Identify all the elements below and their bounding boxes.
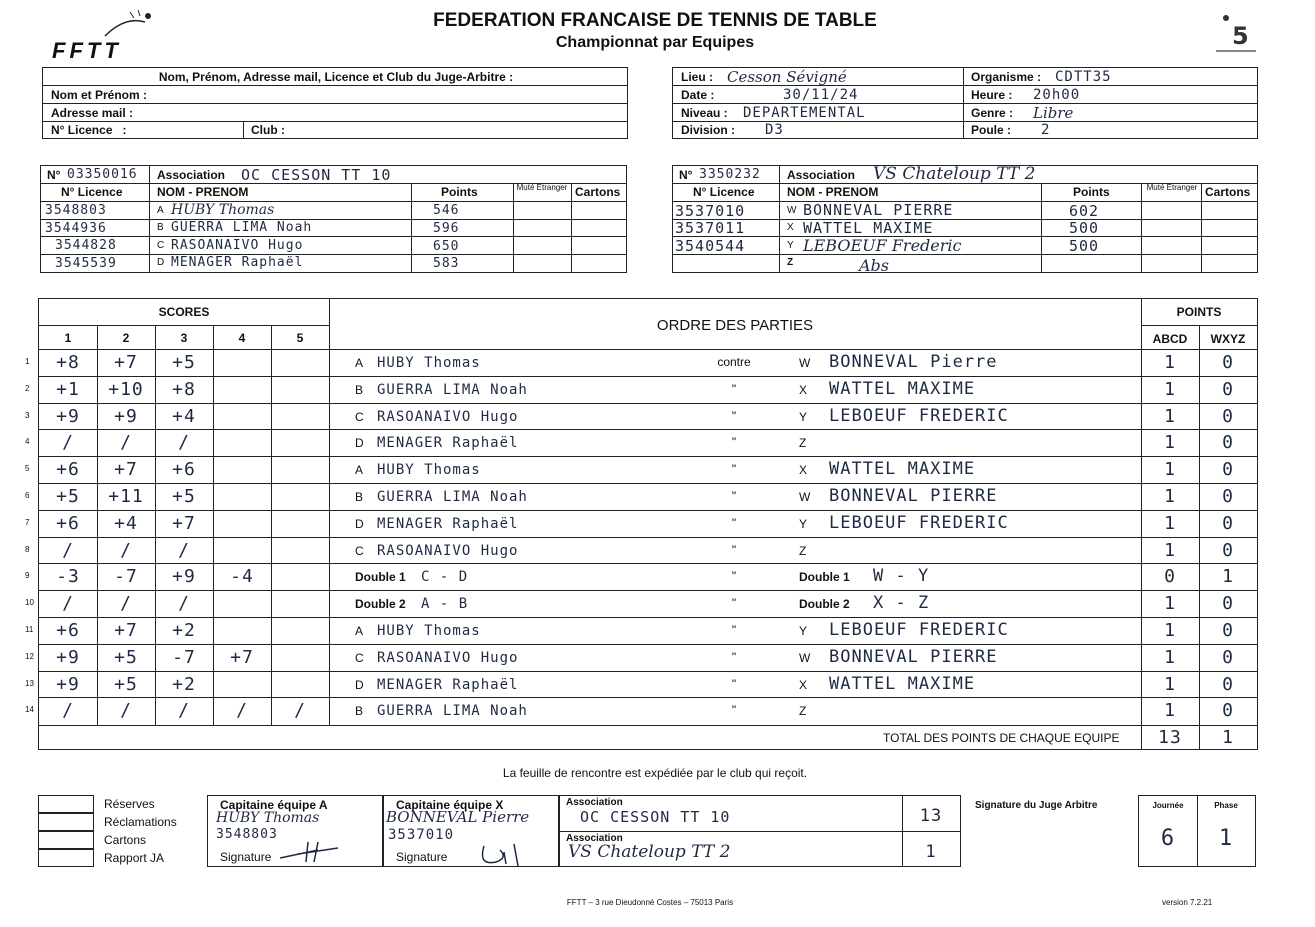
organisme-label: Organisme :	[971, 70, 1042, 84]
row-number: 14	[25, 705, 34, 715]
player-points: 596	[433, 221, 460, 236]
total-abcd: 13	[1158, 727, 1182, 748]
row-number: 3	[25, 410, 30, 420]
points-wxyz: 0	[1222, 512, 1234, 534]
right-player-name: BONNEVAL PIERRE	[829, 486, 998, 506]
cartons-label: Cartons	[104, 833, 147, 847]
left-player-name: HUBY Thomas	[377, 623, 481, 639]
total-label: TOTAL DES POINTS DE CHAQUE EQUIPE	[883, 731, 1120, 745]
left-player-letter: C	[355, 409, 364, 424]
phase-label: Phase	[1214, 801, 1238, 810]
points-wxyz: 0	[1222, 486, 1234, 507]
contre-label: "	[731, 676, 737, 691]
rapport-label: Rapport JA	[104, 851, 165, 865]
points-wxyz: 1	[1222, 566, 1234, 588]
player-points: 500	[1069, 237, 1100, 255]
set-score: +6	[56, 459, 80, 481]
player-letter: A	[157, 205, 164, 216]
points-wxyz: 0	[1222, 405, 1234, 427]
page-title: FEDERATION FRANCAISE DE TENNIS DE TABLE	[433, 10, 877, 31]
contre-label: "	[731, 542, 737, 557]
journee-value: 6	[1160, 826, 1176, 851]
player-name: GUERRA LIMA Noah	[171, 220, 313, 235]
set-score: +5	[114, 646, 138, 668]
set-score: +4	[114, 512, 138, 534]
cartons-checkbox[interactable]	[38, 831, 94, 849]
reserves-checkbox[interactable]	[38, 795, 94, 813]
left-player-letter: A	[355, 463, 364, 478]
date-label: Date :	[681, 88, 715, 102]
poule-label: Poule :	[971, 123, 1012, 137]
team-a-number: 03350016	[67, 167, 138, 182]
cap-x-label: Capitaine équipe X	[396, 798, 504, 812]
contre-label: "	[731, 649, 737, 664]
set-score: +6	[56, 512, 80, 534]
set-score: +8	[56, 352, 80, 373]
badge-logo	[1212, 6, 1260, 58]
points-abcd: 1	[1164, 352, 1176, 373]
left-player-name: GUERRA LIMA Noah	[377, 381, 528, 398]
team-a-box	[40, 165, 627, 273]
set-score: +2	[172, 620, 196, 641]
referee-club-label: Club :	[251, 123, 285, 137]
player-points: 546	[433, 203, 460, 218]
reclamations-label: Réclamations	[104, 815, 177, 829]
assoc-x-value: VS Chateloup TT 2	[568, 842, 731, 862]
badge-5-icon	[1212, 6, 1260, 58]
points-abcd: 1	[1164, 646, 1176, 668]
points-wxyz: 0	[1222, 593, 1234, 615]
left-player-letter: D	[355, 436, 364, 451]
genre-value: Libre	[1033, 104, 1074, 122]
cap-a-signature-label: Signature	[220, 850, 272, 864]
right-player-name: LEBOEUF FREDERIC	[829, 512, 1009, 533]
contre-label: "	[731, 435, 737, 450]
left-player-letter: B	[355, 490, 364, 504]
set-score: /	[236, 700, 248, 722]
set-score: +4	[172, 405, 196, 427]
set-score: +7	[114, 459, 138, 481]
points-wxyz: 0	[1222, 700, 1234, 722]
points-abcd: 1	[1164, 620, 1176, 641]
team-x-col-points: Points	[1073, 185, 1110, 199]
svg-text:5: 5	[1232, 22, 1249, 50]
sent-note: La feuille de rencontre est expédiée par le club qui reçoit.	[502, 766, 808, 780]
row-number: 4	[25, 437, 30, 447]
team-x-assoc-label: Association	[787, 168, 856, 182]
left-player-letter: Double 1	[355, 570, 406, 585]
left-player-letter: D	[355, 516, 364, 531]
set-score: /	[62, 593, 74, 615]
set-score: +7	[172, 512, 196, 534]
right-player-name: LEBOEUF FREDERIC	[829, 620, 1009, 640]
team-x-col-licence: N° Licence	[693, 185, 755, 199]
player-licence: 3537010	[675, 202, 746, 220]
right-player-name: WATTEL MAXIME	[829, 673, 976, 694]
left-player-name: RASOANAIVO Hugo	[377, 408, 519, 425]
team-a-col-points: Points	[441, 185, 478, 199]
row-number: 7	[25, 517, 30, 527]
team-x-number: 3350232	[699, 167, 761, 182]
set-score: /	[178, 700, 190, 722]
lieu-value: Cesson Sévigné	[727, 68, 847, 86]
player-name: BONNEVAL PIERRE	[803, 201, 954, 219]
assoc-a-label: Association	[566, 797, 623, 808]
division-label: Division :	[681, 123, 736, 137]
contre-label: "	[731, 623, 737, 637]
set-score: +9	[56, 646, 80, 668]
set-col-2: 2	[122, 331, 130, 345]
division-value: D3	[765, 122, 784, 138]
left-player-letter: Double 2	[355, 597, 406, 612]
cap-a-signature	[278, 840, 358, 864]
set-score: /	[120, 432, 132, 454]
left-player-name: MENAGER Raphaël	[377, 435, 519, 452]
scores-table	[25, 298, 1258, 750]
player-letter: W	[787, 205, 797, 216]
player-letter: Y	[787, 240, 794, 251]
right-player-letter: W	[799, 490, 811, 504]
cap-x-signature-label: Signature	[396, 850, 448, 864]
points-wxyz: 0	[1222, 620, 1234, 641]
abcd-label: ABCD	[1152, 332, 1188, 346]
set-score: /	[178, 539, 190, 561]
left-player-letter: D	[355, 677, 364, 692]
player-licence: 3544936	[45, 221, 107, 236]
right-player-name: WATTEL MAXIME	[829, 459, 976, 480]
assoc-x-label: Association	[566, 833, 623, 844]
right-player-letter: Y	[799, 624, 808, 638]
right-player-name: BONNEVAL PIERRE	[829, 646, 998, 667]
row-number: 9	[25, 571, 30, 581]
lieu-label: Lieu :	[681, 70, 713, 84]
assoc-x-score: 1	[925, 842, 937, 862]
points-abcd: 0	[1164, 566, 1176, 588]
team-a-col-cartons: Cartons	[575, 185, 621, 199]
reclamations-checkbox[interactable]	[38, 813, 94, 831]
left-player-letter: A	[355, 624, 364, 638]
team-a-col-name: NOM - PRENOM	[157, 185, 249, 199]
organisme-value: CDTT35	[1055, 69, 1112, 85]
right-player-name: BONNEVAL Pierre	[829, 352, 998, 372]
contre-label: "	[731, 596, 737, 611]
team-x-col-name: NOM - PRENOM	[787, 185, 879, 199]
player-letter: D	[157, 257, 165, 268]
team-x-col-cartons: Cartons	[1205, 185, 1251, 199]
row-number: 8	[25, 544, 30, 554]
player-points: 500	[1069, 219, 1100, 237]
row-number: 10	[25, 598, 34, 608]
checkbox-list	[38, 795, 198, 867]
total-wxyz: 1	[1222, 727, 1234, 748]
left-player-name: A - B	[421, 596, 469, 613]
page-subtitle: Championnat par Equipes	[555, 34, 755, 51]
niveau-value: DEPARTEMENTAL	[743, 105, 866, 121]
right-player-letter: Z	[799, 704, 807, 719]
points-wxyz: 0	[1222, 646, 1234, 668]
set-score: /	[62, 432, 74, 454]
referee-heading: Nom, Prénom, Adresse mail, Licence et Club du Juge-Arbitre :	[158, 70, 514, 84]
points-abcd: 1	[1164, 512, 1176, 534]
left-player-letter: B	[355, 704, 364, 719]
set-score: +10	[108, 378, 144, 400]
left-player-name: HUBY Thomas	[377, 355, 481, 371]
player-letter: C	[157, 240, 165, 251]
team-a-assoc: OC CESSON TT 10	[241, 166, 392, 184]
left-player-name: MENAGER Raphaël	[377, 515, 519, 532]
player-points: 583	[433, 256, 460, 271]
set-score: +9	[56, 405, 80, 427]
set-score: +6	[172, 459, 196, 481]
player-name: RASOANAIVO Hugo	[171, 238, 304, 253]
right-player-letter: Y	[799, 409, 808, 424]
set-col-4: 4	[238, 331, 246, 345]
set-score: /	[62, 700, 74, 722]
row-number: 11	[25, 625, 34, 634]
heure-value: 20h00	[1033, 87, 1081, 103]
set-col-3: 3	[180, 331, 188, 345]
scores-label: SCORES	[158, 305, 210, 319]
contre-label: "	[731, 381, 737, 396]
right-player-letter: X	[799, 463, 808, 478]
set-score: +8	[172, 378, 196, 400]
player-name: LEBOEUF Frederic	[803, 236, 962, 255]
right-player-letter: W	[799, 356, 811, 370]
journee-label: Journée	[1152, 801, 1184, 810]
row-number: 12	[25, 651, 34, 661]
ja-signature-label: Signature du Juge Arbitre	[975, 800, 1098, 811]
right-player-name: X - Z	[873, 593, 930, 614]
ordre-label: ORDRE DES PARTIES	[656, 317, 814, 334]
right-player-letter: X	[799, 677, 808, 692]
right-player-letter: W	[799, 650, 811, 665]
set-score: /	[120, 700, 132, 722]
points-abcd: 1	[1164, 486, 1176, 507]
set-col-1: 1	[64, 331, 72, 345]
set-score: +5	[172, 486, 196, 507]
points-abcd: 1	[1164, 539, 1176, 561]
player-name: MENAGER Raphaël	[171, 255, 304, 270]
player-points: 650	[433, 239, 460, 254]
right-player-letter: Y	[799, 516, 808, 531]
contre-label: "	[731, 408, 737, 423]
left-player-name: MENAGER Raphaël	[377, 676, 519, 693]
assoc-a-value: OC CESSON TT 10	[580, 808, 731, 826]
referee-licence-label: N° Licence :	[51, 123, 127, 137]
points-wxyz: 0	[1222, 378, 1234, 400]
set-score: /	[294, 700, 306, 722]
cap-x-licence: 3537010	[388, 827, 455, 843]
set-score: +6	[56, 620, 80, 641]
points-abcd: 1	[1164, 673, 1176, 695]
left-player-name: C - D	[421, 569, 469, 586]
referee-name-label: Nom et Prénom :	[51, 88, 148, 102]
player-letter: Z	[787, 257, 794, 268]
contre-label: "	[731, 489, 737, 503]
cap-a-name: HUBY Thomas	[216, 810, 320, 826]
player-name: Abs	[859, 256, 890, 275]
set-score: /	[178, 593, 190, 615]
set-score: -7	[172, 646, 196, 668]
right-player-name: WATTEL MAXIME	[829, 378, 976, 399]
player-licence: 3540544	[675, 237, 746, 255]
player-licence: 3548803	[45, 203, 107, 218]
association-box	[559, 795, 961, 867]
points-abcd: 1	[1164, 432, 1176, 454]
player-letter: B	[157, 222, 164, 233]
points-abcd: 1	[1164, 459, 1176, 481]
right-player-letter: Z	[799, 436, 807, 451]
cap-x-name: BONNEVAL Pierre	[386, 808, 530, 826]
row-number: 13	[25, 678, 34, 688]
points-wxyz: 0	[1222, 432, 1234, 454]
team-x-assoc: VS Chateloup TT 2	[873, 164, 1036, 184]
team-a-col-licence: N° Licence	[61, 185, 123, 199]
version: version 7.2.21	[1162, 898, 1213, 907]
captain-a-box	[207, 795, 383, 867]
niveau-label: Niveau :	[681, 106, 728, 120]
row-number: 2	[25, 383, 30, 393]
contre-label: "	[731, 569, 737, 584]
left-player-name: HUBY Thomas	[377, 462, 481, 479]
set-score: +9	[56, 673, 80, 695]
left-player-letter: B	[355, 382, 364, 397]
right-player-letter: Z	[799, 543, 807, 558]
contre-label: contre	[717, 355, 751, 369]
team-a-number-label: N°	[47, 168, 61, 182]
points-abcd: 1	[1164, 378, 1176, 400]
reserves-label: Réserves	[104, 797, 155, 811]
set-score: +5	[172, 352, 196, 373]
left-player-name: RASOANAIVO Hugo	[377, 542, 519, 559]
points-wxyz: 0	[1222, 539, 1234, 561]
contre-label: "	[731, 462, 737, 477]
right-player-name: W - Y	[873, 566, 930, 587]
row-number: 5	[25, 464, 30, 474]
set-score: /	[62, 539, 74, 561]
row-number: 6	[25, 491, 30, 500]
wxyz-label: WXYZ	[1210, 332, 1246, 346]
set-score: /	[120, 539, 132, 561]
points-label: POINTS	[1176, 305, 1222, 319]
player-points: 602	[1069, 202, 1100, 220]
phase-value: 1	[1218, 826, 1234, 851]
logo-text: FFTT	[52, 38, 122, 63]
rapport-checkbox[interactable]	[38, 849, 94, 867]
set-score: +7	[230, 646, 254, 668]
row-number: 1	[25, 357, 30, 366]
player-licence: 3537011	[675, 219, 746, 237]
genre-label: Genre :	[971, 106, 1014, 120]
left-player-letter: A	[355, 356, 364, 370]
right-player-letter: Double 1	[799, 570, 850, 585]
points-wxyz: 0	[1222, 673, 1234, 695]
player-licence: 3545539	[55, 256, 117, 271]
player-name: HUBY Thomas	[171, 202, 275, 218]
set-score: +5	[114, 673, 138, 695]
set-col-5: 5	[296, 331, 304, 345]
right-player-letter: Double 2	[799, 597, 850, 612]
captain-x-box	[383, 795, 559, 867]
left-player-letter: C	[355, 543, 364, 558]
match-info-box	[672, 67, 1258, 139]
set-score: +7	[114, 620, 138, 641]
poule-value: 2	[1041, 122, 1051, 138]
points-abcd: 1	[1164, 405, 1176, 427]
fftt-logo	[50, 8, 160, 63]
set-score: +1	[56, 378, 80, 400]
team-a-col-mute: Muté Etranger	[516, 183, 568, 192]
set-score: /	[178, 432, 190, 454]
left-player-name: RASOANAIVO Hugo	[377, 649, 519, 666]
set-score: -4	[230, 566, 254, 588]
team-a-assoc-label: Association	[157, 168, 226, 182]
referee-box	[42, 67, 628, 139]
set-score: -3	[56, 566, 80, 588]
points-wxyz: 0	[1222, 352, 1234, 373]
cap-x-signature	[474, 840, 544, 868]
set-score: +5	[56, 486, 80, 507]
cap-a-licence: 3548803	[216, 827, 278, 842]
points-wxyz: 0	[1222, 459, 1234, 481]
heure-label: Heure :	[971, 88, 1013, 102]
set-score: +2	[172, 673, 196, 695]
journee-phase-box	[1138, 795, 1256, 867]
left-player-letter: C	[355, 650, 364, 665]
set-score: +7	[114, 352, 138, 373]
set-score: +9	[172, 566, 196, 588]
player-name: WATTEL MAXIME	[803, 219, 934, 237]
right-player-letter: X	[799, 382, 808, 397]
team-x-col-mute: Muté Etranger	[1146, 183, 1198, 192]
contre-label: "	[731, 703, 737, 718]
referee-email-label: Adresse mail :	[51, 106, 134, 120]
cap-a-label: Capitaine équipe A	[220, 798, 328, 812]
address: FFTT – 3 rue Dieudonné Costes – 75013 Paris	[566, 898, 734, 907]
date-value: 30/11/24	[783, 87, 859, 103]
player-letter: X	[787, 222, 794, 233]
assoc-a-score: 13	[919, 806, 943, 826]
left-player-name: GUERRA LIMA Noah	[377, 703, 528, 720]
team-x-number-label: N°	[679, 168, 693, 182]
player-licence: 3544828	[55, 238, 117, 253]
left-player-name: GUERRA LIMA Noah	[377, 489, 528, 505]
right-player-name: LEBOEUF FREDERIC	[829, 405, 1009, 426]
set-score: +9	[114, 405, 138, 427]
team-x-box	[672, 165, 1258, 273]
set-score: /	[120, 593, 132, 615]
points-abcd: 1	[1164, 700, 1176, 722]
set-score: +11	[108, 486, 144, 507]
contre-label: "	[731, 515, 737, 530]
points-abcd: 1	[1164, 593, 1176, 615]
set-score: -7	[114, 566, 138, 588]
